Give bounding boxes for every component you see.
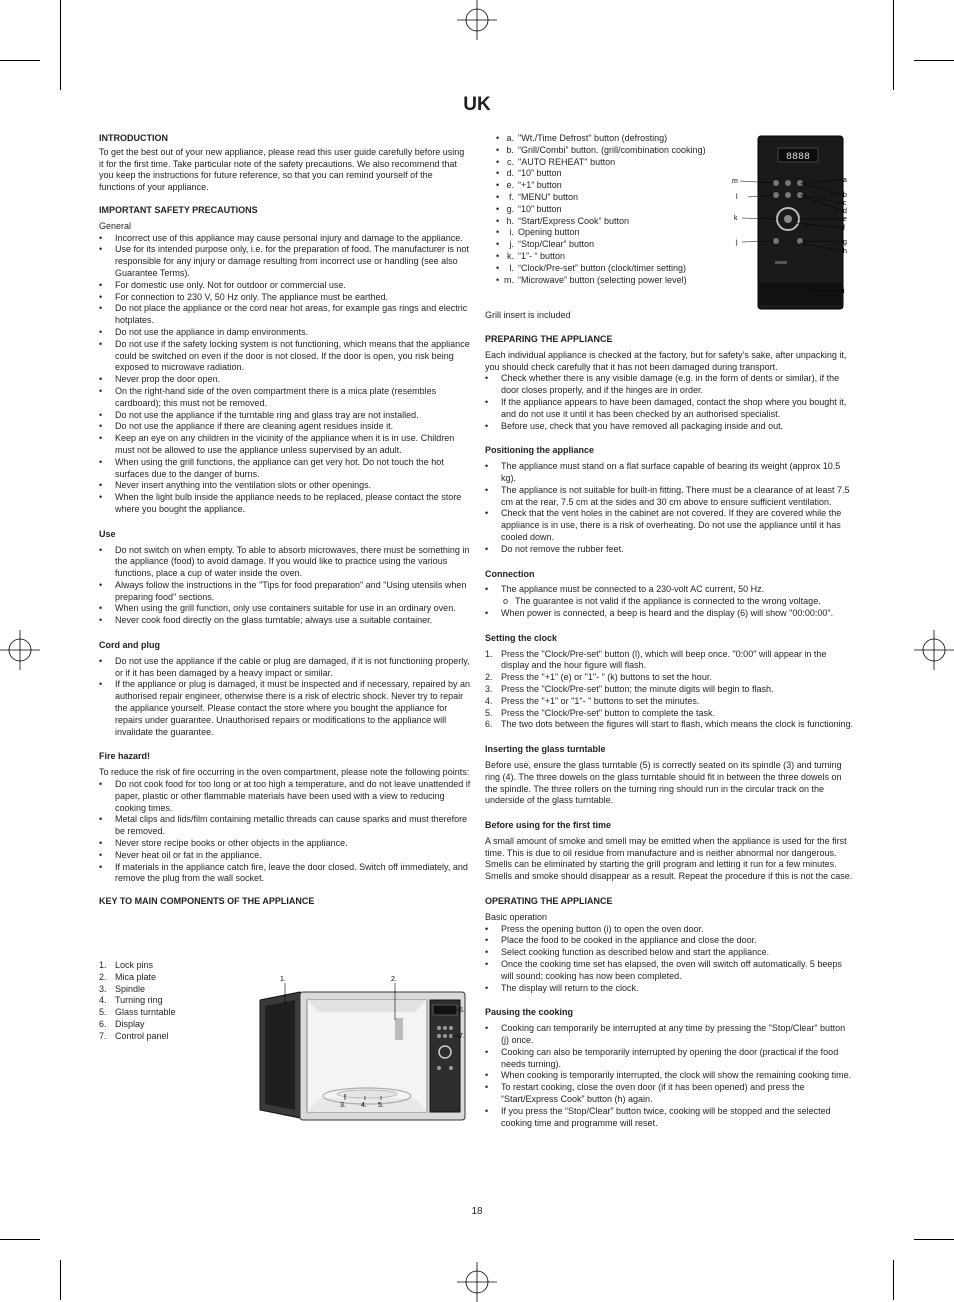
list-item: • Cooking can also be temporarily interrupted by opening the door (practical if the food needs turning). <box>485 1047 855 1071</box>
safety-heading: IMPORTANT SAFETY PRECAUTIONS <box>99 204 258 215</box>
left-column <box>99 133 471 910</box>
callout-label: f <box>843 225 845 232</box>
list-item: 1. Lock pins <box>99 960 154 970</box>
list-item: • When cooking is temporarily interrupted, the clock will show the remaining cooking time. <box>485 1070 855 1082</box>
list-item: • Metal clips and lids/film containing metallic threads can cause sparks and must therefore be removed. <box>99 814 471 838</box>
list-item: • d. “10” button <box>496 168 726 180</box>
introduction-heading: INTRODUCTION <box>99 133 168 143</box>
callout-label: b <box>843 192 847 199</box>
list-item: • Press the opening button (i) to open the oven door. <box>485 924 855 936</box>
list-item: • The appliance must be connected to a 230-volt AC current, 50 Hz. <box>485 584 855 596</box>
list-item: • If the appliance appears to have been damaged, contact the shop where you bought it, and do not use it until it has been checked by an authorised specialist. <box>485 397 855 421</box>
list-item: • When using the grill functions, the appliance can get very hot. Do not touch the hot surfaces due to the danger of burns. <box>99 457 471 481</box>
control-panel-illustration <box>730 133 855 313</box>
list-item: • To restart cooking, close the oven door (if it has been opened) and press the “Start/Express Cook” button (h) again. <box>485 1082 855 1106</box>
callout-label: 5. <box>378 1102 384 1109</box>
callout-label: 1. <box>280 976 286 983</box>
callout-label: g <box>843 239 847 246</box>
microwave-open-illustration <box>255 970 470 1125</box>
use-list <box>99 545 471 628</box>
grill-insert-note: Grill insert is included <box>485 310 571 320</box>
list-item: • j. “Stop/Clear” button <box>496 239 726 251</box>
fire-text: To reduce the risk of fire occurring in the oven compartment, please note the following points: <box>99 767 470 778</box>
turntable-text: Before use, ensure the glass turntable (5) is correctly seated on its spindle (3) and turning ring (4). The three dowels on the glass turntable should fit in between the three dowels on the spindle. The three rollers on the turning ring should run in the circular track on the underside of the glass turntable. <box>485 759 842 806</box>
list-item: • f. “MENU” button <box>496 192 726 204</box>
list-item: • Never insert anything into the ventilation slots or other openings. <box>99 480 471 492</box>
crop-mark <box>914 1239 954 1240</box>
list-item: • Always follow the instructions in the "Tips for food preparation" and "Using utensils when preparing food" sections. <box>99 580 471 604</box>
list-item: 6. The two dots between the figures will start to flash, which means the clock is functioning. <box>485 719 854 730</box>
list-item: • Do not use the appliance if the cable or plug are damaged, if it is not functioning properly, or if it has been damaged by a heavy impact or similar. <box>99 656 471 680</box>
callout-label: m <box>732 178 738 185</box>
safety-subheading: General <box>99 220 132 231</box>
list-item: 2. Press the "+1" (e) or "1"- " (k) buttons to set the hour. <box>485 672 712 683</box>
registration-mark <box>0 630 40 670</box>
callout-label: i <box>843 288 845 295</box>
safety-list <box>99 233 471 516</box>
crop-mark <box>914 60 954 61</box>
list-item: 5. Glass turntable <box>99 1007 176 1018</box>
callout-label: 3. <box>340 1102 346 1109</box>
list-item: • Keep an eye on any children in the vicinity of the appliance when it is in use. Children must not be allowed to use the appliance unless supervised by an adult. <box>99 433 471 457</box>
list-item: 4. Press the "+1" or "1"- " buttons to set the minutes. <box>485 695 700 706</box>
components-list <box>99 960 249 1043</box>
crop-mark <box>893 0 894 90</box>
list-item: • Do not use if the safety locking system is not functioning, which means that the appliance could be switched on even if the door is not closed. If the door is open, you risk being exposed to microwave radiation. <box>99 339 471 374</box>
connection-list-2 <box>485 608 855 620</box>
list-item: • b. “Grill/Combi” button. (grill/combination cooking) <box>496 145 726 157</box>
list-item: • l. “Clock/Pre-set” button (clock/timer setting) <box>496 263 726 275</box>
list-item: • On the right-hand side of the oven compartment there is a mica plate (resembles cardboard); this must not be removed. <box>99 386 471 410</box>
list-item: • Cooking can temporarily be interrupted at any time by pressing the "Stop/Clear" button (j) once. <box>485 1023 855 1047</box>
crop-mark <box>893 1260 894 1300</box>
callout-label: l <box>736 194 738 201</box>
turntable-heading: Inserting the glass turntable <box>485 744 606 755</box>
list-item: • If materials in the appliance catch fire, leave the door closed. Switch off immediately, and remove the plug from the wall socket. <box>99 862 471 886</box>
list-item: • The display will return to the clock. <box>485 983 855 995</box>
list-item: 2. Mica plate <box>99 971 157 982</box>
list-item: • Use for its intended purpose only, i.e. for the preparation of food. The manufacturer is not responsible for any injury or damage resulting from incorrect use or handling (see also Guarantee Terms). <box>99 244 471 279</box>
display-readout: 8888 <box>785 152 811 163</box>
list-item: • If the appliance or plug is damaged, it must be inspected and if necessary, repaired by an authorised repair engineer, otherwise there is a risk of electric shock. Never try to repair the appliance yourself. Please contact the store where you bought the appliance for repairs under guarantee. Unauthorised repairs or modifications to the appliance will invalidate the guarantee. <box>99 679 471 738</box>
callout-label: d <box>843 208 847 215</box>
connection-heading: Connection <box>485 568 535 579</box>
list-item: • a. "Wt./Time Defrost" button (defrosting) <box>496 133 726 145</box>
connection-subnote: o The guarantee is not valid if the appliance is connected to the wrong voltage. <box>503 596 821 607</box>
list-item: • k. “1”- “ button <box>496 251 726 263</box>
list-item: • Check whether there is any visible damage (e.g. in the form of dents or similar), if the door closes properly, and if the hinges are in order. <box>485 373 855 397</box>
list-item: • Do not cook food for too long or at too high a temperature, and do not leave unattended if paper, plastic or other flammable materials have been used with a view to reducing cooking times. <box>99 779 471 814</box>
list-item: • Never prop the door open. <box>99 374 471 386</box>
list-item: • Once the cooking time set has elapsed, the oven will switch off automatically. 5 beeps will sound; cooking has now been completed. <box>485 959 855 983</box>
list-item: • The appliance is not suitable for built-in fitting. There must be a clearance of at least 7.5 cm at the rear, 7.5 cm at the sides and 30 cm above to ensure sufficient ventilation. <box>485 485 855 509</box>
crop-mark <box>60 1260 61 1300</box>
list-item: • The appliance must stand on a flat surface capable of bearing its weight (approx 10.5 kg). <box>485 461 855 485</box>
list-item: • Check that the vent holes in the cabinet are not covered. If they are covered while the appliance is in use, there is a risk of overheating. Do not use the appliance until it has cooled down. <box>485 508 855 543</box>
list-item: • Select cooking function as described below and start the appliance. <box>485 947 855 959</box>
list-item: • Before use, check that you have removed all packaging inside and out. <box>485 421 855 433</box>
callout-label: k <box>734 215 738 222</box>
callout-label: 2. <box>391 976 397 983</box>
list-item: • m. “Microwave” button (selecting power level) <box>496 275 726 287</box>
preparing-text: Each individual appliance is checked at the factory, but for safety’s sake, after unpacking it, you should check carefully that it has not been damaged during transport. <box>485 349 847 372</box>
right-column <box>485 334 855 1129</box>
list-item: • When the light bulb inside the appliance needs to be replaced, please contact the store where you bought the appliance. <box>99 492 471 516</box>
callout-label: h <box>843 248 847 255</box>
preparing-list <box>485 373 855 432</box>
positioning-heading: Positioning the appliance <box>485 445 595 456</box>
operating-heading: OPERATING THE APPLIANCE <box>485 896 613 907</box>
callout-label: 7. <box>459 1033 465 1040</box>
operating-list <box>485 924 855 995</box>
list-item: • c. "AUTO REHEAT" button <box>496 157 726 169</box>
list-item: • When using the grill function, only use containers suitable for use in an ordinary oven. <box>99 603 471 615</box>
use-heading: Use <box>99 528 116 539</box>
callout-label: a <box>843 177 847 184</box>
list-item: • Do not use the appliance if there are cleaning agent residues inside it. <box>99 421 471 433</box>
list-item: 1. Press the "Clock/Pre-set" button (l), which will beep once. "0:00" will appear in the display and the hour figure will flash. <box>485 648 827 671</box>
callout-label: j <box>736 239 738 246</box>
connection-list <box>485 584 855 596</box>
list-item: 3. Press the "Clock/Pre-set" button; the minute digits will begin to flash. <box>485 683 774 694</box>
cord-list <box>99 656 471 739</box>
list-item: 4. Turning ring <box>99 995 163 1006</box>
firstuse-heading: Before using for the first time <box>485 820 612 831</box>
positioning-list <box>485 461 855 555</box>
operating-subheading: Basic operation <box>485 911 548 922</box>
list-item: • When power is connected, a beep is heard and the display (6) will show "00:00:00". <box>485 608 855 620</box>
callout-label: 6. <box>459 1007 465 1014</box>
panel-key-list <box>496 133 726 286</box>
crop-mark <box>60 0 61 90</box>
list-item: 3. Spindle <box>99 983 146 994</box>
firstuse-text: A small amount of smoke and smell may be emitted when the appliance is used for the first time. This is due to oil residue from manufacture and is neither abnormal nor dangerous. Smells can be eliminated by starting the grill program and letting it run for a few minutes. Smells and smoke should disappear as a result. Repeat the procedure if this is not the case. <box>485 835 853 882</box>
crop-mark <box>0 60 40 61</box>
list-item: • Place the food to be cooked in the appliance and close the door. <box>485 935 855 947</box>
list-item: 5. Press the "Clock/Pre-set" button to complete the task. <box>485 707 715 718</box>
pausing-heading: Pausing the cooking <box>485 1007 574 1018</box>
list-item: 6. Display <box>99 1018 145 1029</box>
list-item: • For domestic use only. Not for outdoor or commercial use. <box>99 280 471 292</box>
list-item: • Incorrect use of this appliance may cause personal injury and damage to the appliance. <box>99 233 471 245</box>
components-heading: KEY TO MAIN COMPONENTS OF THE APPLIANCE <box>99 896 315 907</box>
page-number: 18 <box>471 1206 483 1217</box>
list-item: • Never store recipe books or other objects in the appliance. <box>99 838 471 850</box>
list-item: • i. Opening button <box>496 227 726 239</box>
callout-label: e <box>843 216 847 223</box>
fire-heading: Fire hazard! <box>99 751 151 762</box>
list-item: • g. “10” button <box>496 204 726 216</box>
registration-mark <box>457 1262 497 1302</box>
pausing-list <box>485 1023 855 1129</box>
list-item: • Do not place the appliance or the cord near hot areas, for example gas rings and electric hotplates. <box>99 303 471 327</box>
list-item: • Never heat oil or fat in the appliance. <box>99 850 471 862</box>
list-item: • Do not switch on when empty. To able to absorb microwaves, there must be something in the appliance (food) to avoid damage. If you would like to practice using the various functions, place a cup of water inside the oven. <box>99 545 471 580</box>
registration-mark <box>914 630 954 670</box>
clock-steps <box>485 649 855 732</box>
crop-mark <box>0 1239 40 1240</box>
callout-label: 4. <box>361 1102 367 1109</box>
list-item: • For connection to 230 V, 50 Hz only. The appliance must be earthed. <box>99 292 471 304</box>
introduction-text: To get the best out of your new appliance, please read this user guide carefully before using it for the first time. Take particular note of the safety precautions. We also recommend that you keep the instructions for future reference, so that you can remind yourself of the functions of your appliance. <box>99 146 465 193</box>
list-item: • Do not use the appliance in damp environments. <box>99 327 471 339</box>
registration-mark <box>457 0 497 40</box>
list-item: 7. Control panel <box>99 1030 169 1041</box>
list-item: • Do not use the appliance if the turntable ring and glass tray are not installed. <box>99 410 471 422</box>
clock-heading: Setting the clock <box>485 632 558 643</box>
page-title: UK <box>463 94 491 115</box>
list-item: • e. “+1” button <box>496 180 726 192</box>
fire-list <box>99 779 471 885</box>
list-item: • If you press the “Stop/Clear” button twice, cooking will be stopped and the selected cooking time and programme will reset. <box>485 1106 855 1130</box>
cord-heading: Cord and plug <box>99 640 160 651</box>
callout-label: c <box>843 200 847 207</box>
list-item: • Do not remove the rubber feet. <box>485 544 855 556</box>
preparing-heading: PREPARING THE APPLIANCE <box>485 334 613 344</box>
list-item: • h. “Start/Express Cook” button <box>496 216 726 228</box>
list-item: • Never cook food directly on the glass turntable; always use a suitable container. <box>99 615 471 627</box>
